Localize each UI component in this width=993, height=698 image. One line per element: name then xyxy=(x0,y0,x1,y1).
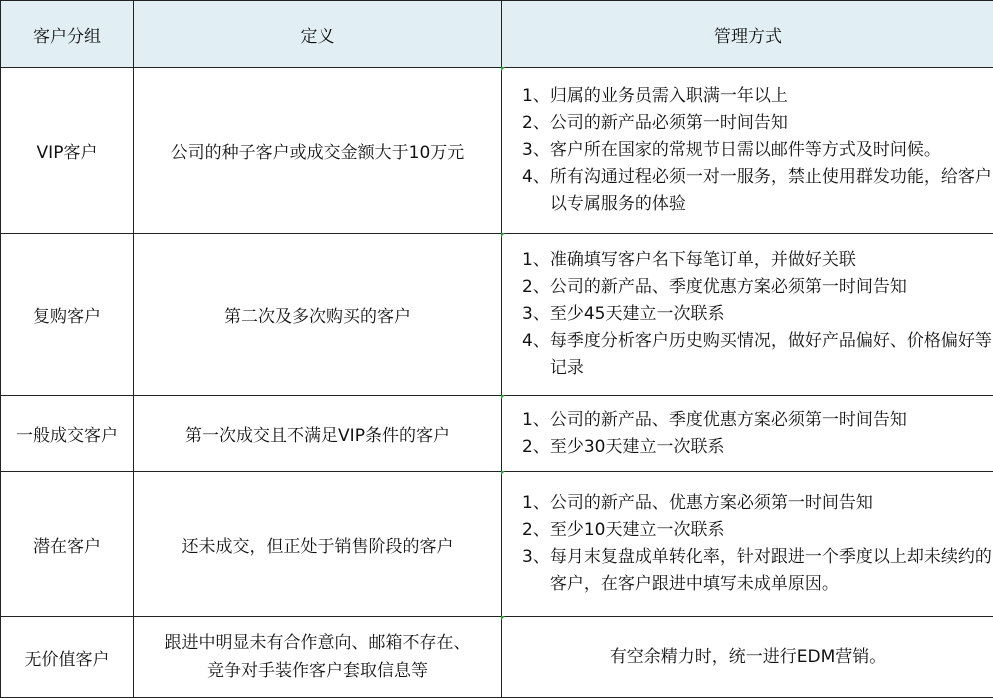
definition-cell: 第一次成交且不满足VIP条件的客户 xyxy=(134,396,502,472)
list-item: 1、 准确填写客户名下每笔订单，并做好关联 xyxy=(522,250,856,270)
list-item: 2、 至少30天建立一次联系 xyxy=(522,436,725,457)
list-item: 1、 公司的新产品、优惠方案必须第一时间告知 xyxy=(522,493,873,513)
list-item: 3、 每月末复盘成单转化率，针对跟进一个季度以上却未续约的客户，在客户跟进中填写未成单原因。 xyxy=(522,547,992,594)
list-item: 1、 归属的业务员需入职满一年以上 xyxy=(522,86,788,106)
management-cell xyxy=(502,617,993,698)
definition-cell: 还未成交，但正处于销售阶段的客户 xyxy=(134,472,502,617)
management-cell xyxy=(502,68,993,234)
list-item: 2、 公司的新产品必须第一时间告知 xyxy=(522,113,788,133)
group-cell: 一般成交客户 xyxy=(1,396,134,472)
definition-cell: 公司的种子客户或成交金额大于10万元 xyxy=(134,68,502,234)
group-cell: 无价值客户 xyxy=(1,617,134,698)
list-item: 2、 至少10天建立一次联系 xyxy=(522,520,725,540)
management-cell xyxy=(502,396,993,472)
list-item: 1、 公司的新产品、季度优惠方案必须第一时间告知 xyxy=(522,409,907,430)
list-item: 4、 所有沟通过程必须一对一服务，禁止使用群发功能，给客户以专属服务的体验 xyxy=(522,167,992,214)
definition-line: 跟进中明显未有合作意向、邮箱不存在、 xyxy=(164,633,471,653)
header-management: 管理方式 xyxy=(502,1,993,68)
list-item: 3、 客户所在国家的常规节日需以邮件等方式及时问候。 xyxy=(522,140,941,160)
table-row xyxy=(1,234,993,396)
management-cell xyxy=(502,472,993,617)
definition-cell xyxy=(134,617,502,698)
table-row xyxy=(1,472,993,617)
list-item: 2、 公司的新产品、季度优惠方案必须第一时间告知 xyxy=(522,277,907,297)
management-cell xyxy=(502,234,993,396)
management-text: 有空余精力时，统一进行EDM营销。 xyxy=(609,646,887,667)
group-cell: VIP客户 xyxy=(1,68,134,234)
table-row xyxy=(1,68,993,234)
table-row xyxy=(1,617,993,698)
group-cell: 复购客户 xyxy=(1,234,134,396)
list-item: 3、 至少45天建立一次联系 xyxy=(522,304,725,324)
header-definition: 定义 xyxy=(134,1,502,68)
list-item: 4、 每季度分析客户历史购买情况，做好产品偏好、价格偏好等记录 xyxy=(522,331,992,378)
definition-line: 竞争对手装作客户套取信息等 xyxy=(207,661,428,681)
header-row xyxy=(1,1,993,68)
group-cell: 潜在客户 xyxy=(1,472,134,617)
table-row xyxy=(1,396,993,472)
definition-cell: 第二次及多次购买的客户 xyxy=(134,234,502,396)
header-group: 客户分组 xyxy=(1,1,134,68)
